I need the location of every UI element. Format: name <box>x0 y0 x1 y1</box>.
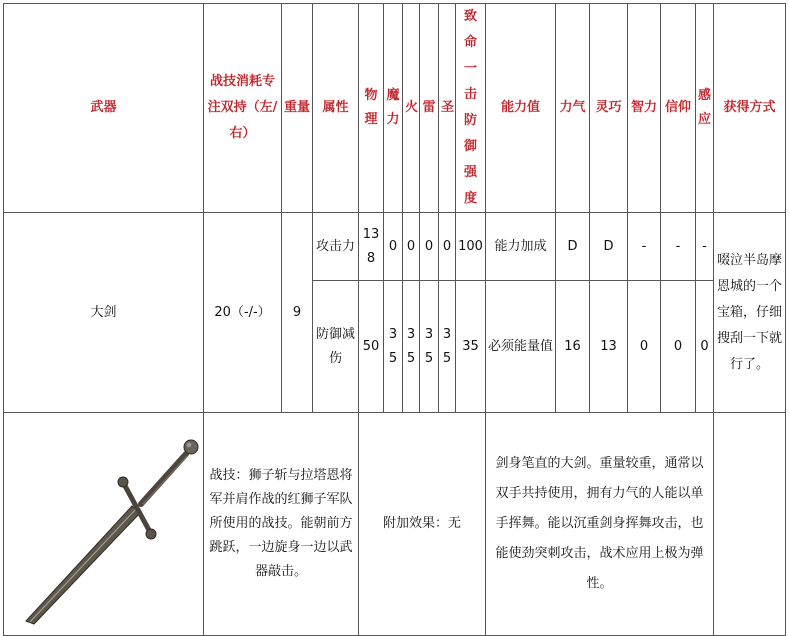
attack-lightning: 0 <box>420 213 439 281</box>
header-magic: 魔力 <box>384 4 403 213</box>
attack-row <box>4 213 786 281</box>
scaling-label: 能力加成 <box>486 213 556 281</box>
detail-row <box>4 413 786 636</box>
sword-image <box>4 413 204 636</box>
attack-physical: 138 <box>359 213 384 281</box>
header-physical: 物理 <box>359 4 384 213</box>
header-arc: 感应 <box>696 4 714 213</box>
scaling-fai: - <box>661 213 696 281</box>
scaling-str: D <box>556 213 590 281</box>
requirement-str: 16 <box>556 281 590 413</box>
weapon-description: 剑身笔直的大剑。重量较重，通常以双手共持使用，拥有力气的人能以单手挥舞。能以沉重剑身挥舞攻击，也能使劲突刺攻击，战术应用上极为弹性。 <box>486 413 714 636</box>
header-skill-cost: 战技消耗专注双持（左/右） <box>204 4 282 213</box>
requirement-label: 必须能量值 <box>486 281 556 413</box>
attack-holy: 0 <box>439 213 456 281</box>
defense-lightning: 35 <box>420 281 439 413</box>
sword-icon <box>4 414 204 635</box>
header-int: 智力 <box>628 4 661 213</box>
scaling-int: - <box>628 213 661 281</box>
extra-effect: 附加效果：无 <box>359 413 486 636</box>
header-fai: 信仰 <box>661 4 696 213</box>
header-fire: 火 <box>403 4 420 213</box>
scaling-dex: D <box>590 213 628 281</box>
skill-description: 战技：狮子斩与拉塔恩将军并肩作战的红狮子军队所使用的战技。能朝前方跳跃，一边旋身一边以武器敲击。 <box>204 413 359 636</box>
detail-empty <box>714 413 786 636</box>
header-obtain: 获得方式 <box>714 4 786 213</box>
requirement-int: 0 <box>628 281 661 413</box>
attack-label: 攻击力 <box>313 213 359 281</box>
requirement-arc: 0 <box>696 281 714 413</box>
header-attribute: 属性 <box>313 4 359 213</box>
header-str: 力气 <box>556 4 590 213</box>
defense-guard: 35 <box>456 281 486 413</box>
header-weight: 重量 <box>282 4 313 213</box>
defense-physical: 50 <box>359 281 384 413</box>
attack-fire: 0 <box>403 213 420 281</box>
obtain-method: 啜泣半岛摩恩城的一个宝箱，仔细搜刮一下就行了。 <box>714 213 786 413</box>
weapon-table <box>3 3 786 636</box>
requirement-fai: 0 <box>661 281 696 413</box>
defense-holy: 35 <box>439 281 456 413</box>
header-weapon: 武器 <box>4 4 204 213</box>
header-crit-guard: 致命一击防御强度 <box>456 4 486 213</box>
header-ability: 能力值 <box>486 4 556 213</box>
header-holy: 圣 <box>439 4 456 213</box>
header-row <box>4 4 786 213</box>
attack-crit: 100 <box>456 213 486 281</box>
header-lightning: 雷 <box>420 4 439 213</box>
defense-fire: 35 <box>403 281 420 413</box>
scaling-arc: - <box>696 213 714 281</box>
header-dex: 灵巧 <box>590 4 628 213</box>
skill-cost-value: 20（-/-） <box>204 213 282 413</box>
attack-magic: 0 <box>384 213 403 281</box>
weight-value: 9 <box>282 213 313 413</box>
requirement-dex: 13 <box>590 281 628 413</box>
weapon-name: 大剑 <box>4 213 204 413</box>
defense-label: 防御减伤 <box>313 281 359 413</box>
defense-magic: 35 <box>384 281 403 413</box>
